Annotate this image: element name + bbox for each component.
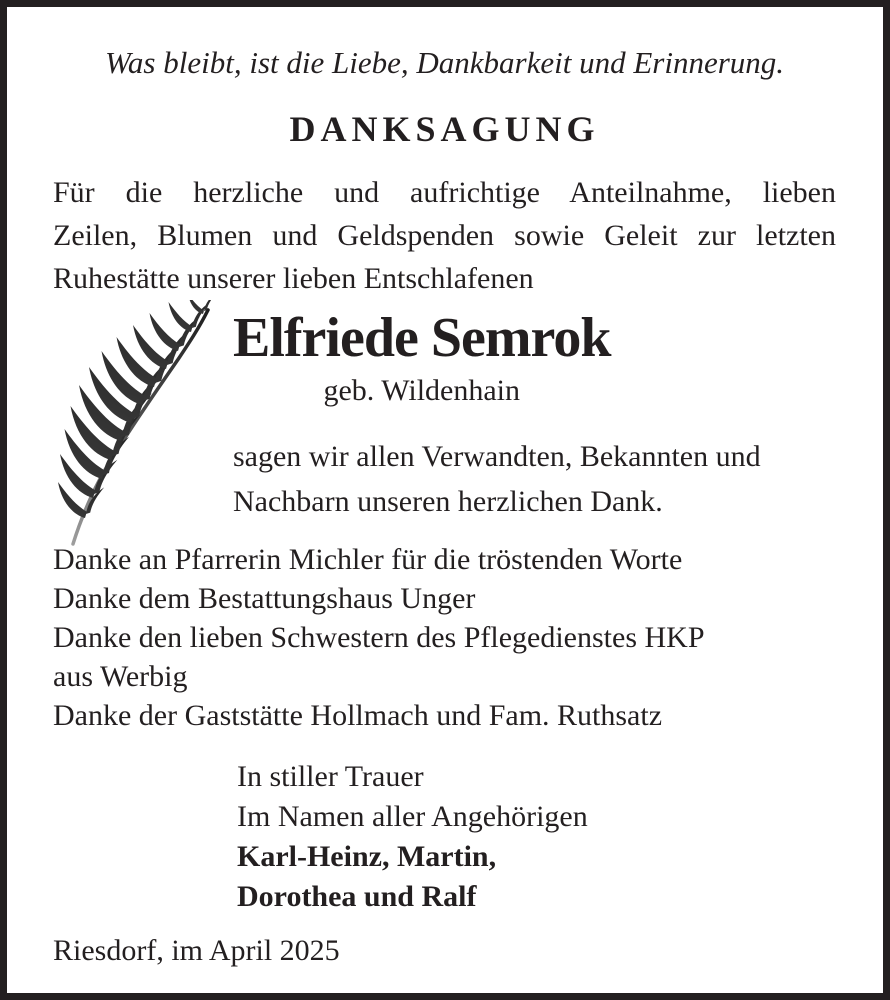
closing-block	[237, 757, 836, 917]
closing-line: In stiller Trauer	[237, 760, 424, 793]
name-column	[233, 308, 836, 524]
deceased-name: Elfriede Semrok	[233, 307, 611, 369]
thanks-line: aus Werbig	[53, 660, 188, 693]
closing-line: Im Namen aller Angehörigen	[237, 800, 588, 833]
thanks-line: Danke den lieben Schwestern des Pflegedienstes HKP	[53, 621, 705, 654]
dedication	[233, 434, 836, 524]
dedication-line: sagen wir allen Verwandten, Bekannten und	[233, 440, 761, 473]
thanks-list	[53, 540, 836, 735]
place-date: Riesdorf, im April 2025	[53, 934, 340, 967]
intro-paragraph	[53, 171, 836, 300]
thanks-line: Danke der Gaststätte Hollmach und Fam. Ruthsatz	[53, 699, 663, 732]
name-section	[53, 308, 836, 526]
dedication-line: Nachbarn unseren herzlichen Dank.	[233, 485, 663, 518]
family-names-line: Dorothea und Ralf	[237, 880, 477, 913]
intro-line: Ruhestätte unserer lieben Entschlafenen	[53, 262, 534, 295]
maiden-name: geb. Wildenhain	[323, 374, 520, 407]
epigraph: Was bleibt, ist die Liebe, Dankbarkeit und Erinnerung.	[104, 45, 785, 80]
thanks-line: Danke dem Bestattungshaus Unger	[53, 582, 476, 615]
intro-line: Zeilen, Blumen und Geldspenden sowie Geleit zur letzten	[53, 219, 836, 252]
thanks-line: Danke an Pfarrerin Michler für die tröstenden Worte	[53, 543, 683, 576]
family-names-line: Karl-Heinz, Martin,	[237, 840, 497, 873]
notice-heading: DANKSAGUNG	[289, 109, 600, 149]
name-block	[233, 308, 610, 410]
intro-line: Für die herzliche und aufrichtige Anteilnahme, lieben	[53, 176, 836, 209]
palm-frond-icon	[45, 300, 227, 546]
